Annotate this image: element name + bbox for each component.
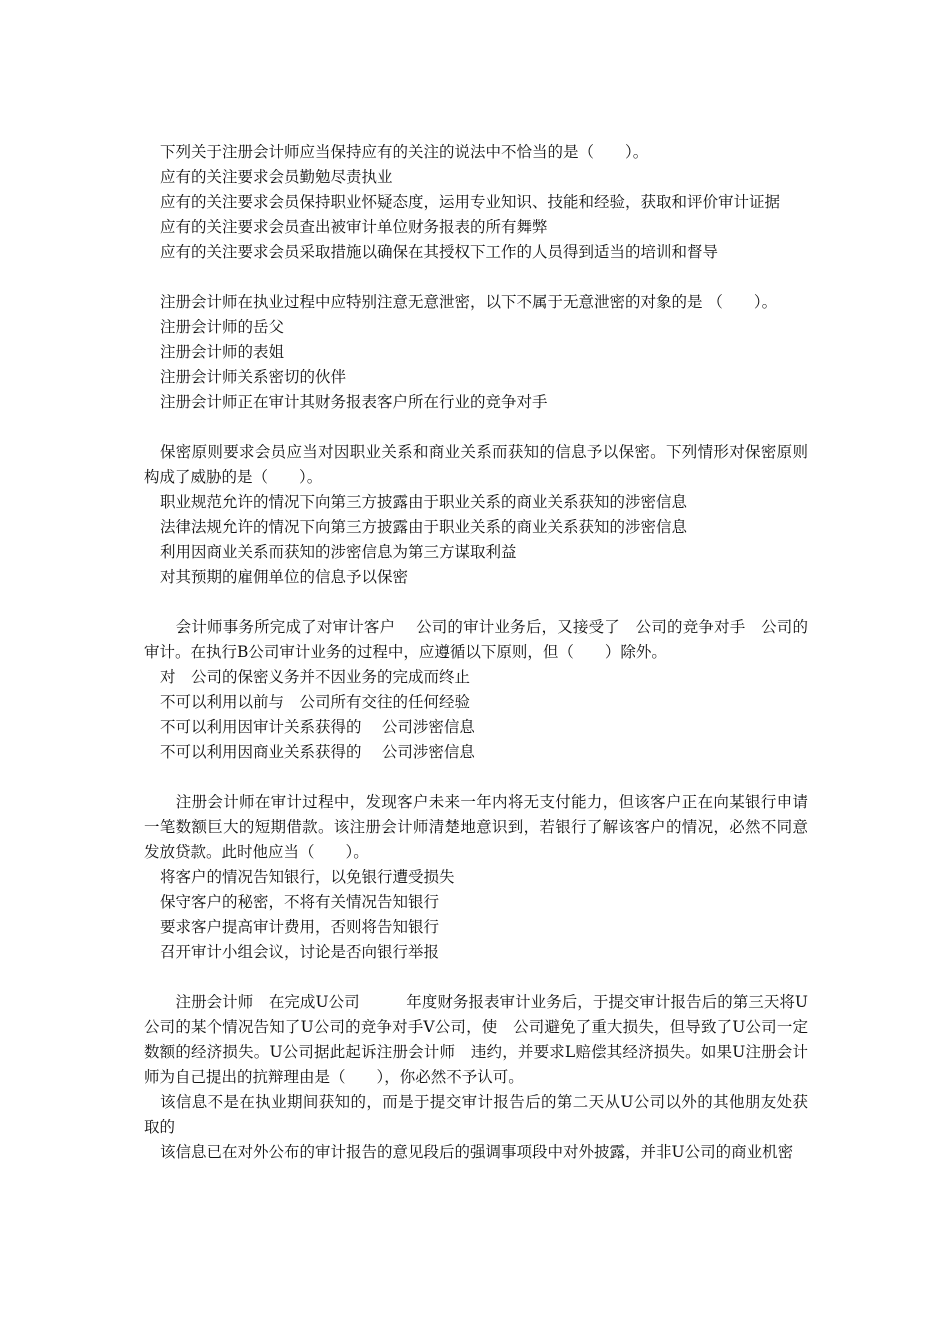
question-2 [144, 290, 808, 415]
question-4 [144, 615, 808, 765]
option-b: 法律法规允许的情况下向第三方披露由于职业关系的商业关系获知的涉密信息 [160, 518, 688, 536]
option-d: 不可以利用因商业关系获得的 公司涉密信息 [160, 743, 475, 761]
question-stem: 注册会计师在审计过程中，发现客户未来一年内将无支付能力，但该客户正在向某银行申请一笔数额巨大的短期借款。该注册会计师清楚地意识到，若银行了解该客户的情况，必然不同意发放贷款。此时他应当（ ）。 [144, 793, 808, 861]
option-a: 对 公司的保密义务并不因业务的完成而终止 [160, 668, 471, 686]
question-stem: 注册会计师 在完成U公司 年度财务报表审计业务后，于提交审计报告后的第三天将U公司的某个情况告知了U公司的竞争对手V公司，使 公司避免了重大损失，但导致了U公司一定数额的经济损失。U公司据此起诉注册会计师 违约，并要求L赔偿其经济损失。如果U注册会计师为自己提出的抗辩理由是（ ），你必然不予认可。 [144, 993, 808, 1086]
question-3 [144, 440, 808, 590]
question-stem: 注册会计师在执业过程中应特别注意无意泄密，以下不属于无意泄密的对象的是 （ ）。 [160, 293, 778, 311]
option-b: 不可以利用以前与 公司所有交往的任何经验 [160, 693, 471, 711]
option-b: 应有的关注要求会员保持职业怀疑态度，运用专业知识、技能和经验，获取和评价审计证据 [160, 193, 781, 211]
option-c: 利用因商业关系而获知的涉密信息为第三方谋取利益 [160, 543, 517, 561]
option-c: 要求客户提高审计费用，否则将告知银行 [160, 918, 440, 936]
option-a: 该信息不是在执业期间获知的，而是于提交审计报告后的第二天从U公司以外的其他朋友处获取的 [144, 1093, 808, 1136]
option-b: 保守客户的秘密，不将有关情况告知银行 [160, 893, 440, 911]
question-stem: 会计师事务所完成了对审计客户 公司的审计业务后，又接受了 公司的竞争对手 公司的审计。在执行B公司审计业务的过程中，应遵循以下原则，但（ ）除外。 [144, 618, 808, 661]
question-1 [144, 140, 808, 265]
option-b: 注册会计师的表姐 [160, 343, 285, 361]
option-d: 对其预期的雇佣单位的信息予以保密 [160, 568, 409, 586]
question-stem: 保密原则要求会员应当对因职业关系和商业关系而获知的信息予以保密。下列情形对保密原则构成了威胁的是（ ）。 [144, 443, 808, 486]
question-5 [144, 790, 808, 965]
option-c: 应有的关注要求会员查出被审计单位财务报表的所有舞弊 [160, 218, 548, 236]
option-a: 将客户的情况告知银行，以免银行遭受损失 [160, 868, 455, 886]
option-d: 召开审计小组会议，讨论是否向银行举报 [160, 943, 440, 961]
document-page [144, 140, 808, 1190]
option-b: 该信息已在对外公布的审计报告的意见段后的强调事项段中对外披露，并非U公司的商业机密 [160, 1143, 794, 1161]
option-a: 应有的关注要求会员勤勉尽责执业 [160, 168, 393, 186]
option-c: 不可以利用因审计关系获得的 公司涉密信息 [160, 718, 475, 736]
question-stem: 下列关于注册会计师应当保持应有的关注的说法中不恰当的是（ ）。 [160, 143, 649, 161]
option-d: 注册会计师正在审计其财务报表客户所在行业的竞争对手 [160, 393, 548, 411]
option-a: 职业规范允许的情况下向第三方披露由于职业关系的商业关系获知的涉密信息 [160, 493, 688, 511]
question-6 [144, 990, 808, 1165]
option-a: 注册会计师的岳父 [160, 318, 285, 336]
option-d: 应有的关注要求会员采取措施以确保在其授权下工作的人员得到适当的培训和督导 [160, 243, 719, 261]
option-c: 注册会计师关系密切的伙伴 [160, 368, 347, 386]
